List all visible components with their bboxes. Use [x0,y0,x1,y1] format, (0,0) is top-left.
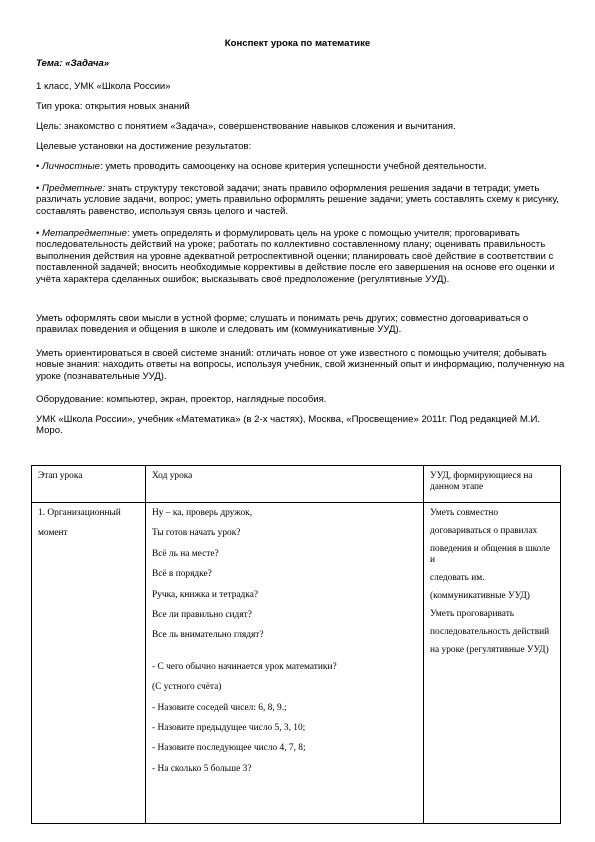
stage-line: момент [38,528,68,539]
lesson-type: Тип урока: открытия новых знаний [36,101,190,112]
lesson-table [31,465,561,824]
communicative-results: Уметь оформлять свои мысли в устной форме; слушать и понимать речь других; совместно договариваться о правилах поведения и общения в школе и следовать им (коммуникативные УУД). [36,313,529,336]
uud-cell [424,503,561,824]
umk-line: УМК «Школа России», учебник «Математика» (в 2-х частях), Москва, «Просвещение» 2011г. Под редакцией М.И. Моро. [36,414,541,437]
bullet: • [36,183,40,194]
uud-line: последовательность действий [430,627,550,637]
uud-line: поведения и общения в школе и [430,544,551,565]
lesson-topic: Тема: «Задача» [36,58,110,69]
spacer [152,651,417,662]
grade-line: 1 класс, УМК «Школа России» [36,81,171,92]
flow-line: - Назовите предыдущее число 5, 3, 10; [152,722,306,733]
flow-line: Ручка, книжка и тетрадка? [152,589,259,600]
stage-line: 1. Организационный [38,508,121,518]
table-row [32,503,561,824]
flow-line: Всё ль на месте? [152,548,219,559]
cognitive-results: Уметь ориентироваться в своей системе знаний: отличать новое от уже известного с помощью учителя; добывать новые знания: находить ответы на вопросы, используя учебник, свой жизненный опыт и информацию, полученную на уроке (познавательные УУД). [36,348,565,382]
header-flow: Ход урока [146,466,424,503]
flow-line: Все ли правильно сидят? [152,609,252,620]
flow-line: - Назовите последующее число 4, 7, 8; [152,743,306,754]
table-header-row [32,466,561,503]
flow-cell [146,503,424,824]
header-stage: Этап урока [32,466,146,503]
uud-line: (коммуникативные УУД) [430,591,530,601]
meta-text: : уметь определять и формулировать цель на уроке с помощью учителя; проговаривать последовательность действий на уроке; работать по коллективно составленному плану; оценивать правильность выполнения действия на уровне адекватной ретроспективной оценки; планировать своё действие в соответствии с поставленной задачей; вносить необходимые коррективы в действие после его завершения на основе его оценки и учёта характера сделанных ошибок; высказывать своё предположение (регулятивные УУД). [36,228,555,285]
header-uud: УУД, формирующиеся на данном этапе [424,466,561,503]
bullet: • [36,161,40,172]
stage-cell [32,503,146,824]
flow-line: Всё в порядке? [152,569,212,580]
lesson-goal: Цель: знакомство с понятием «Задача», совершенствование навыков сложения и вычитания. [36,121,456,132]
subject-label: Предметные: [42,183,105,194]
equipment-line: Оборудование: компьютер, экран, проектор, наглядные пособия. [36,394,327,405]
metasubject-results [36,228,566,285]
flow-line: Ты готов начать урок? [152,528,241,539]
flow-line: Все ль внимательно глядят? [152,630,264,641]
flow-line: Ну – ка, проверь дружок, [152,508,253,518]
uud-line: Уметь совместно [430,508,499,518]
bullet: • [36,228,40,239]
flow-line: - С чего обычно начинается урок математики? [152,661,337,672]
personal-text: : уметь проводить самооценку на основе критерия успешности учебной деятельности. [100,161,487,172]
flow-line: (С устного счёта) [152,682,222,693]
page-title: Конспект урока по математике [224,38,371,49]
uud-line: на уроке (регулятивные УУД) [430,645,549,655]
personal-results [36,161,566,172]
flow-line: - Назовите соседей чисел: 6, 8, 9.; [152,702,287,713]
uud-line: Уметь проговаривать [430,609,515,619]
flow-line: - На сколько 5 больше 3? [152,763,252,774]
meta-label: Метапредметные [42,228,127,239]
subject-text: знать структуру текстовой задачи; знать правило оформления решения задачи в тетради; уметь различать условие задачи, вопрос; уметь правильно оформлять решение задачи; уметь составлять схему к рисунку, составлять равенство, используя связь целого и частей. [36,183,559,217]
uud-line: следовать им. [430,573,485,583]
targets-heading: Целевые установки на достижение результатов: [36,141,252,152]
subject-results [36,183,566,217]
uud-line: договариваться о правилах [430,526,538,536]
personal-label: Личностные [42,161,100,172]
